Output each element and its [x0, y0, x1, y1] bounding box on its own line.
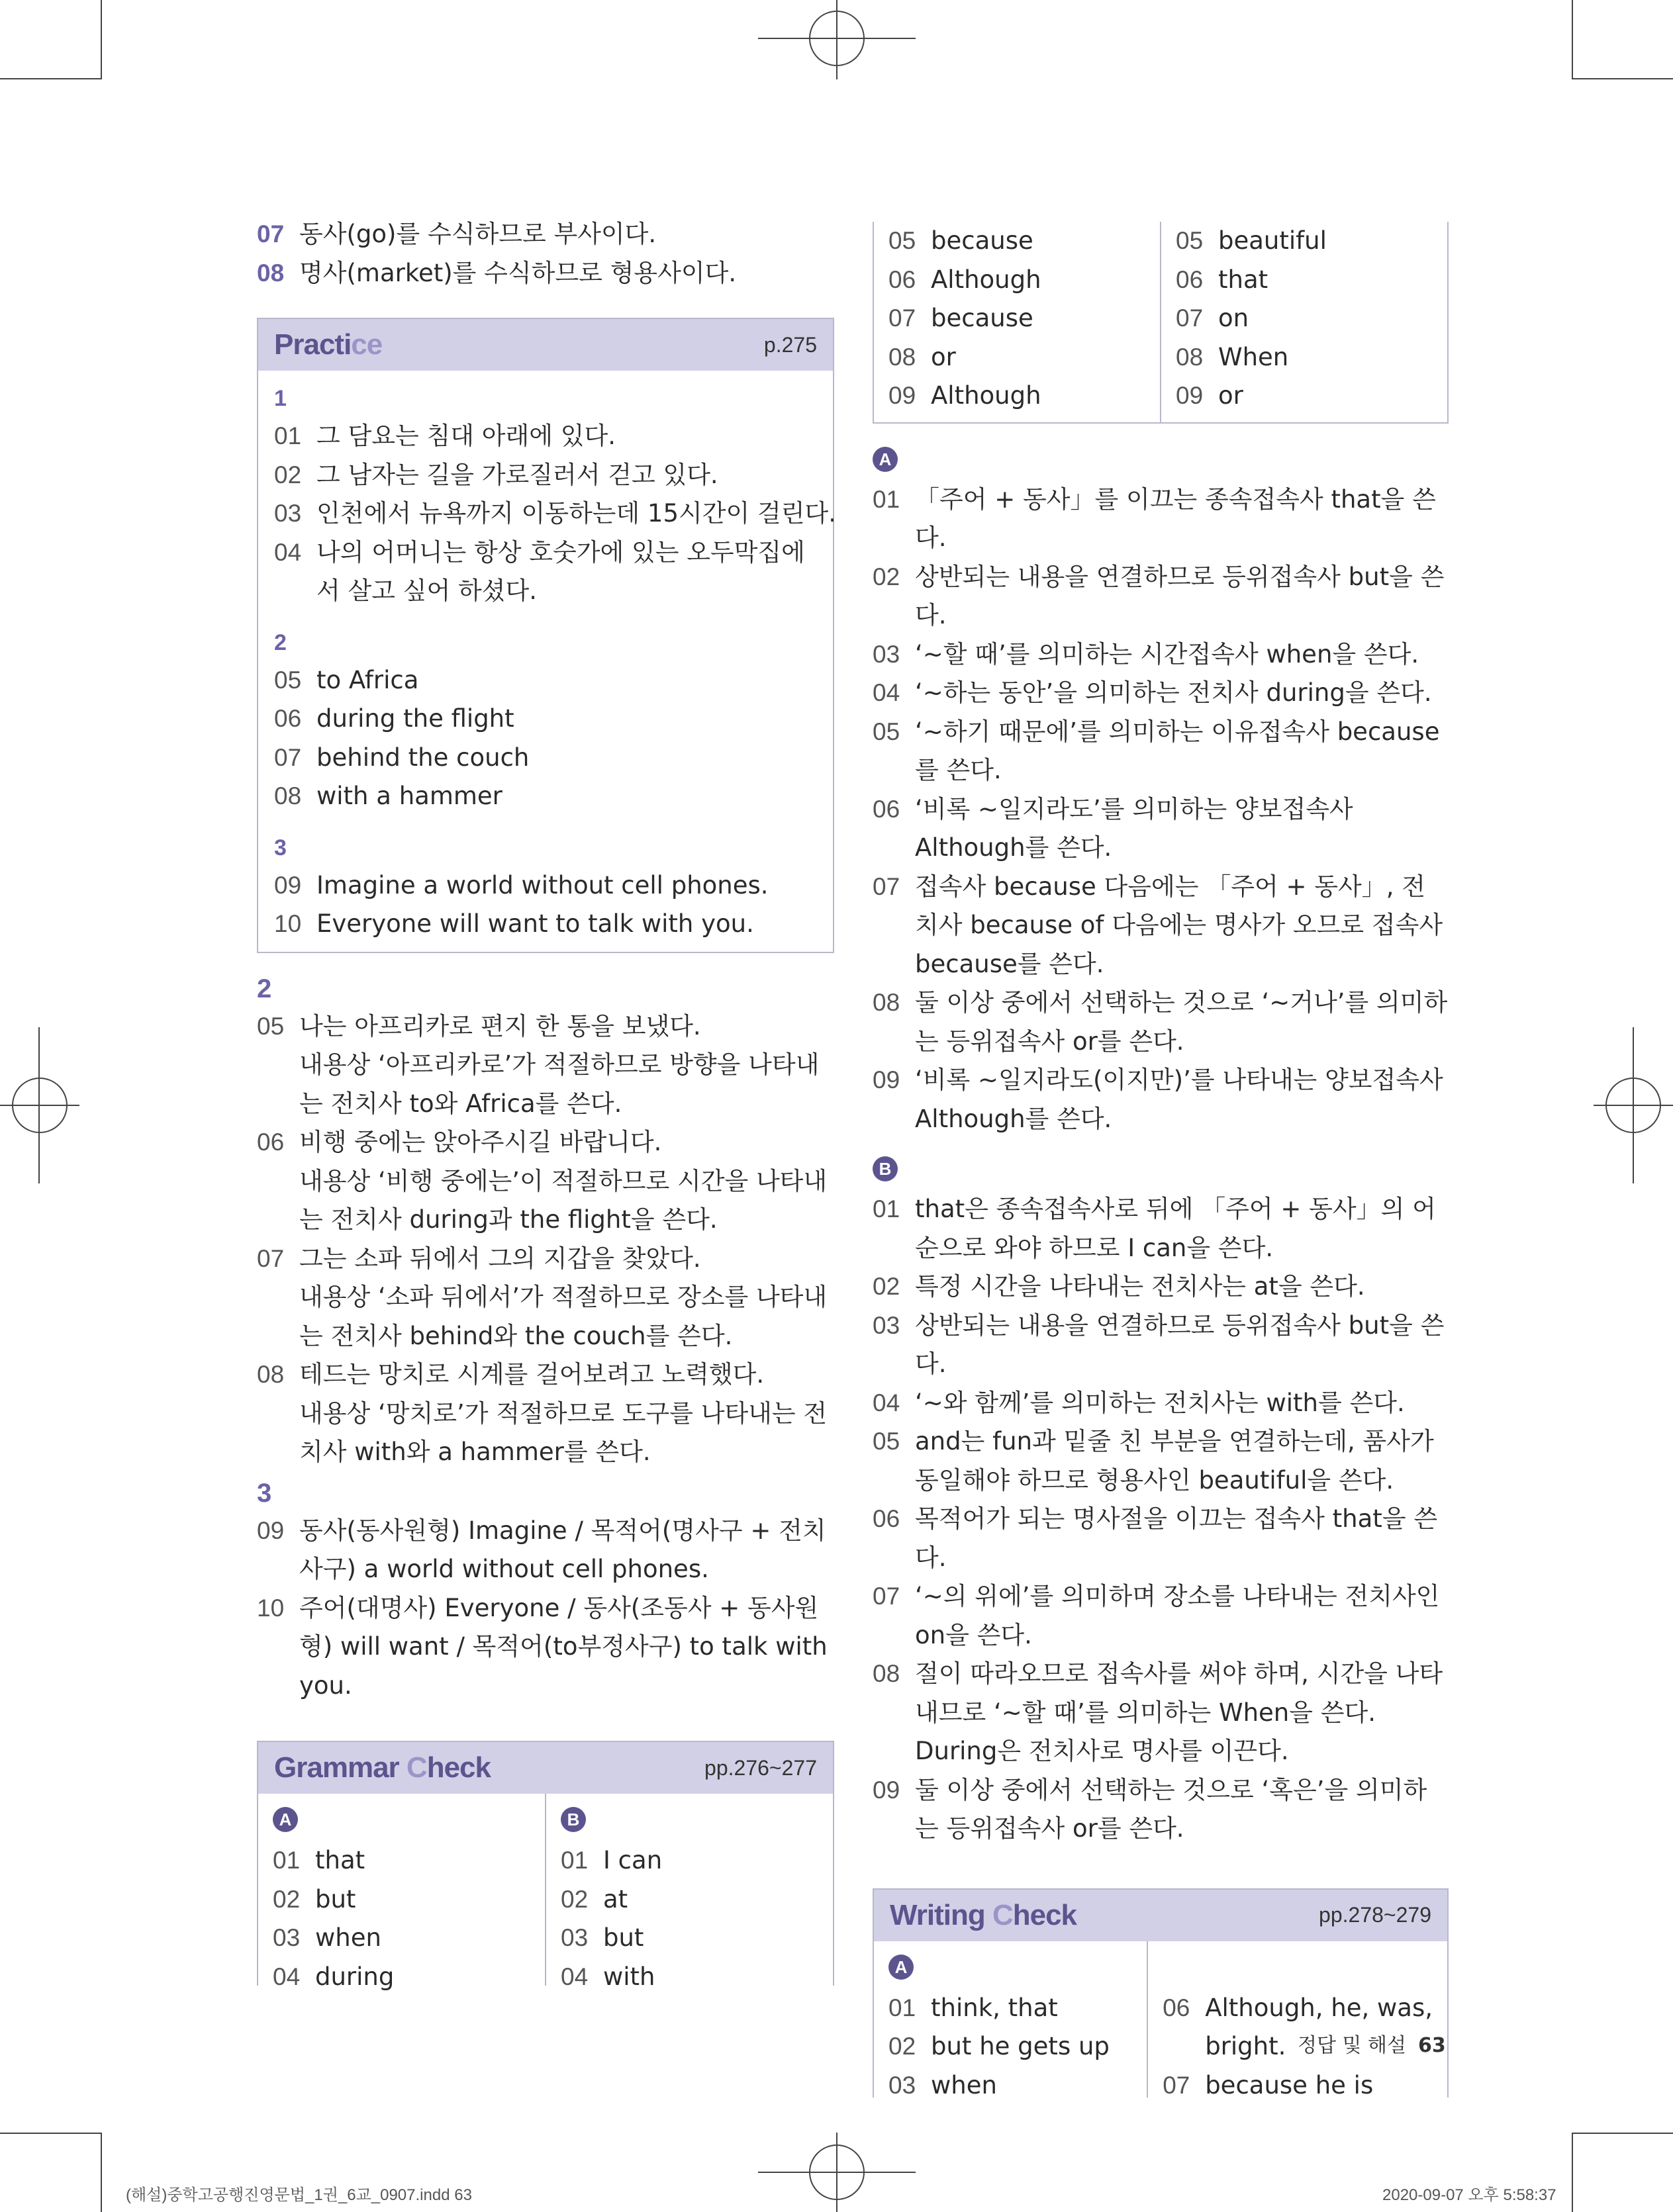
answer-line: 09 or [1176, 381, 1243, 410]
explanation-item: 07 접속사 because 다음에는 「주어 + 동사」, 전치사 because of 다음에는 명사가 오므로 접속사 because를 쓴다. [873, 872, 1443, 978]
top-explanations [257, 215, 834, 293]
explanation-item: 03 ‘~할 때’를 의미하는 시간접속사 when을 쓴다. [873, 639, 1419, 668]
crop-mark [1573, 2133, 1673, 2134]
crop-mark [0, 2133, 101, 2134]
answer-line: 02 but he gets up [888, 2032, 1110, 2060]
explanation-item: 08 절이 따라오므로 접속사를 써야 하며, 시간을 나타내므로 ‘~할 때’를 의미하는 When을 쓴다. During은 전치사로 명사를 이끈다. [873, 1659, 1443, 1765]
print-slug-file: (해설)중학고공행진영문법_1권_6교_0907.indd 63 [126, 2186, 472, 2204]
label-b-badge: B [873, 1156, 898, 1181]
answer-line: 07 on [1176, 304, 1249, 332]
answer-line: 03 but [561, 1923, 644, 1952]
explanation-item: 07 그는 소파 뒤에서 그의 지갑을 찾았다. 내용상 ‘소파 뒤에서’가 적절하므로 장소를 나타내는 전치사 behind와 the couch를 쓴다. [257, 1244, 828, 1350]
crop-mark [101, 2133, 102, 2212]
answer-line: 06 Although [888, 265, 1041, 294]
grammar-check-title: Grammar Check [274, 1751, 491, 1784]
answer-line: 07 because he is [1163, 2070, 1374, 2099]
answer-line: 07 behind the couch [274, 743, 530, 772]
answer-line: 01 I can [561, 1846, 663, 1874]
answer-line: 02 at [561, 1884, 628, 1913]
explanation-item: 02 특정 시간을 나타내는 전치사는 at을 쓴다. [873, 1272, 1365, 1301]
explanation-item: 05 나는 아프리카로 편지 한 통을 보냈다. 내용상 ‘아프리카로’가 적절하므로 방향을 나타내는 전치사 to와 Africa를 쓴다. [257, 1011, 820, 1118]
practice-header [258, 319, 833, 371]
left-column [257, 215, 836, 1991]
explanations-b [873, 1153, 1449, 1849]
explanation-item: 06 목적어가 되는 명사절을 이끄는 접속사 that을 쓴다. [873, 1504, 1438, 1572]
practice-body [258, 371, 836, 952]
crop-mark [101, 0, 102, 79]
answer-line: 05 beautiful [1176, 226, 1327, 255]
writing-check-header [874, 1890, 1447, 1941]
answer-line: 08 with a hammer [274, 782, 502, 810]
explanation-item: 10 주어(대명사) Everyone / 동사(조동사 + 동사원형) will want / 목적어(to부정사구) to talk with you. [257, 1593, 828, 1700]
answer-line: 07 because [888, 304, 1033, 332]
label-a-badge: A [873, 447, 898, 472]
explanation-item: 05 ‘~하기 때문에’를 의미하는 이유접속사 because를 쓴다. [873, 717, 1440, 784]
answer-line: 01 그 담요는 침대 아래에 있다. [274, 422, 616, 450]
answer-line: 08 or [888, 342, 956, 371]
practice-box [257, 318, 834, 953]
page-footer [1298, 2029, 1446, 2058]
answer-line: 09 Imagine a world without cell phones. [274, 870, 769, 899]
writing-check-box [873, 1888, 1449, 2097]
right-column [873, 222, 1449, 2097]
section-label: 2 [257, 974, 272, 1003]
answer-line: 10 Everyone will want to talk with you. [274, 909, 754, 938]
explanation-item: 06 ‘비록 ~일지라도’를 의미하는 양보접속사 Although를 쓴다. [873, 794, 1353, 862]
explanation-item: 04 ‘~와 함께’를 의미하는 전치사는 with를 쓴다. [873, 1388, 1405, 1417]
answer-line: 03 when [273, 1923, 381, 1952]
page-number: 63 [1417, 2034, 1446, 2057]
answer-line: 02 그 남자는 길을 가로질러서 걷고 있다. [274, 460, 718, 489]
crop-mark [1572, 2133, 1573, 2212]
writing-check-answers [874, 1941, 1447, 2097]
answer-line: 03 when [888, 2070, 997, 2099]
explanation-item: 09 동사(동사원형) Imagine / 목적어(명사구 + 전치사구) a world without cell phones. [257, 1516, 826, 1583]
explanation-item: 08 둘 이상 중에서 선택하는 것으로 ‘~거나’를 의미하는 등위접속사 or를 쓴다. [873, 988, 1448, 1056]
section-2 [257, 970, 834, 1472]
explanation-item: 05 and는 fun과 밑줄 친 부분을 연결하는데, 품사가 동일해야 하므로 형용사인 beautiful을 쓴다. [873, 1427, 1434, 1495]
explanation-item: 02 상반되는 내용을 연결하므로 등위접속사 but을 쓴다. [873, 562, 1445, 629]
grammar-check-answers [258, 1794, 833, 1991]
section-label: 3 [257, 1478, 272, 1508]
explanation-item: 03 상반되는 내용을 연결하므로 등위접속사 but을 쓴다. [873, 1311, 1445, 1378]
practice-title: Practice [274, 328, 383, 361]
answers-col-a [874, 1941, 1147, 2097]
answer-line: 03 인천에서 뉴욕까지 이동하는데 15시간이 걸린다. [274, 499, 836, 528]
page-reference: p.275 [763, 332, 817, 357]
explanation-item: 06 비행 중에는 앉아주시길 바랍니다. 내용상 ‘비행 중에는’이 적절하므로 시간을 나타내는 전치사 during과 the flight을 쓴다. [257, 1128, 828, 1234]
grammar-check-box [257, 1741, 834, 1991]
grammar-check-header [258, 1742, 833, 1794]
explanation-item: 07 ‘~의 위에’를 의미하며 장소를 나타내는 전치사인 on을 쓴다. [873, 1582, 1440, 1649]
label-b-badge: B [561, 1807, 586, 1832]
answer-line: 06 during the flight [274, 704, 514, 733]
answer-line: 09 Although [888, 381, 1041, 410]
answer-line: 04 during [273, 1962, 395, 1991]
section-3 [257, 1475, 834, 1706]
explanation-item: 09 둘 이상 중에서 선택하는 것으로 ‘혹은’을 의미하는 등위접속사 or를 쓴다. [873, 1775, 1427, 1843]
answers-col-b [545, 1794, 833, 1991]
explanation-line: 08 명사(market)를 수식하므로 형용사이다. [257, 258, 737, 287]
answers-col-b: 06 Although, he, was, bright. 07 because he is [1147, 1941, 1447, 2097]
page-reference: pp.278~279 [1319, 1903, 1431, 1927]
explanation-item: 09 ‘비록 ~일지라도(이지만)’를 나타내는 양보접속사 Although를 쓴다. [873, 1066, 1443, 1133]
registration-line [1594, 1105, 1673, 1106]
explanation-item: 04 ‘~하는 동안’을 의미하는 전치사 during을 쓴다. [873, 678, 1432, 707]
label-a-badge: A [273, 1807, 298, 1832]
grammar-check-continued [873, 222, 1449, 424]
answer-line: 06 Although, he, was, [1163, 1993, 1433, 2022]
answer-line: 02 but [273, 1884, 356, 1913]
answer-line: 05 because [888, 226, 1033, 255]
registration-line [836, 0, 837, 79]
group-label: 1 [274, 386, 287, 411]
answer-line: 04 with [561, 1962, 655, 1991]
page-reference: pp.276~277 [704, 1755, 817, 1780]
registration-line [758, 2172, 916, 2173]
writing-check-title: Writing Check [890, 1898, 1077, 1931]
explanations-a [873, 443, 1449, 1139]
crop-mark [0, 78, 101, 79]
answer-line: 05 to Africa [274, 665, 419, 694]
answer-line: 01 think, that [888, 1993, 1058, 2022]
answer-line: 04 나의 어머니는 항상 호숫가에 있는 오두막집에서 살고 싶어 하셨다. [274, 537, 805, 605]
group-label: 2 [274, 629, 287, 655]
explanation-item: 01 「주어 + 동사」를 이끄는 종속접속사 that을 쓴다. [873, 484, 1436, 552]
answer-line: 08 When [1176, 342, 1289, 371]
answers-col-a [874, 222, 1160, 422]
label-a-badge: A [888, 1955, 914, 1980]
answers-col-b [1160, 222, 1447, 422]
grammar-check-answers [874, 222, 1447, 422]
explanation-line: 07 동사(go)를 수식하므로 부사이다. [257, 220, 657, 248]
registration-line [0, 1105, 79, 1106]
print-slug-date: 2020-09-07 오후 5:58:37 [1382, 2186, 1556, 2204]
answer-line: 06 that [1176, 265, 1268, 294]
crop-mark [1572, 0, 1573, 79]
answer-line: 01 that [273, 1846, 365, 1874]
explanation-item: 08 테드는 망치로 시계를 걸어보려고 노력했다. 내용상 ‘망치로’가 적절하므로 도구를 나타내는 전치사 with와 a hammer를 쓴다. [257, 1360, 828, 1466]
answers-col-a [258, 1794, 545, 1991]
registration-line [758, 38, 916, 39]
footer-label: 정답 및 해설 [1298, 2034, 1406, 2057]
group-label: 3 [274, 835, 287, 860]
explanation-item: 01 that은 종속접속사로 뒤에 「주어 + 동사」의 어순으로 와야 하므로 I can을 쓴다. [873, 1195, 1436, 1262]
crop-mark [1573, 78, 1673, 79]
